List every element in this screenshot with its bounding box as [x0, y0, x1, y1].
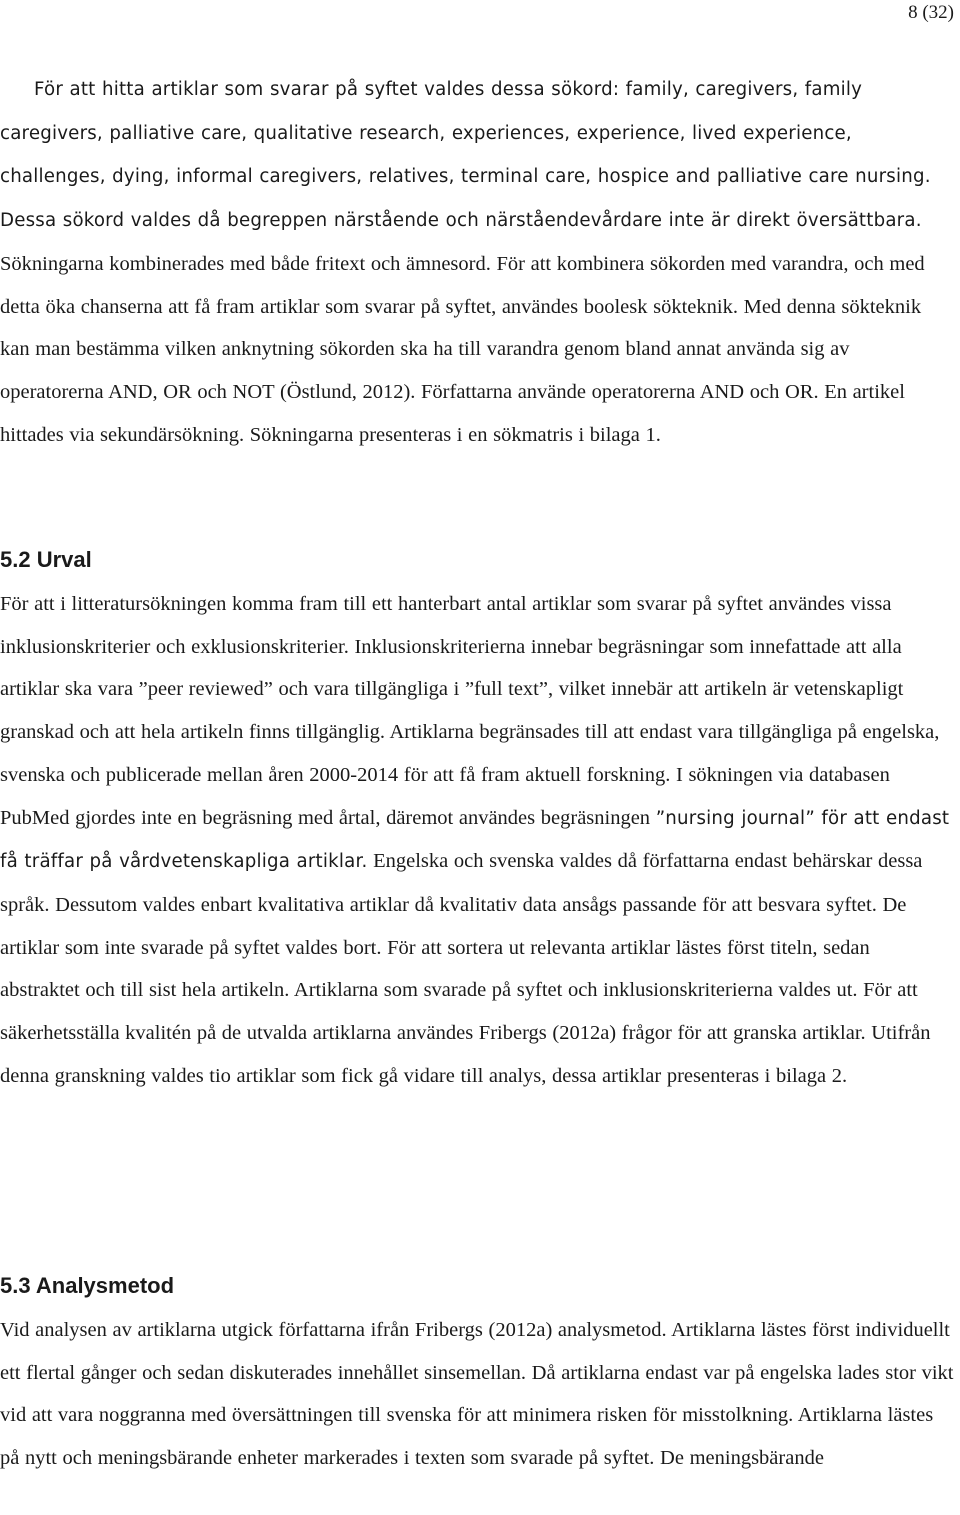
- analysmetod-paragraph: Vid analysen av artiklarna utgick författarna ifrån Fribergs (2012a) analysmetod. Artiklarna lästes först individuellt ett flertal gånger och sedan diskuterades innehållet sinsemellan. Då artiklarna endast var på engelska lades stor vikt vid att vara noggranna med översättningen till svenska för att minimera risken för misstolkning. Artiklarna lästes på nytt och meningsbärande enheter markerades i texten som svarade på syftet. De meningsbärande: [0, 1319, 954, 1470]
- urval-text-part-1: För att i litteratursökningen komma fram till ett hanterbart antal artiklar som svarar på syftet användes vissa inklusionskriterier och exklusionskriterier. Inklusionskriterierna innebar begräsningar som innefattade att alla artiklar ska vara ”peer reviewed” och vara tillgängliga i ”full text”, vilket innebär att artikeln är vetenskapligt granskad och att hela artikeln finns tillgänglig. Artiklarna begränsades till att endast vara tillgängliga på engelska, svenska och publicerade mellan åren 2000-2014 för att få fram aktuell forskning. I sökningen via databasen PubMed gjordes inte en begräsning med årtal, däremot användes begräsningen: [0, 593, 940, 829]
- search-method-paragraph: [0, 68, 955, 456]
- page-number: 8 (32): [908, 2, 954, 23]
- search-strategy-text: Sökningarna kombinerades med både fritext och ämnesord. För att kombinera sökorden med varandra, och med detta öka chanserna att få fram artiklar som svarar på syftet, användes boolesk sökteknik. Med denna sökteknik kan man bestämma vilken anknytning sökorden ska ha till varandra genom bland annat använda sig av operatorerna AND, OR och NOT (Östlund, 2012). Författarna använde operatorerna AND och OR. En artikel hittades via sekundärsökning. Sökningarna presenteras i en sökmatris i bilaga 1.: [0, 252, 925, 446]
- search-keywords-text: För att hitta artiklar som svarar på syftet valdes dessa sökord: family, caregivers, family caregivers, palliative care, qualitative research, experiences, experience, lived experience, challenges, dying, informal caregivers, relatives, terminal care, hospice and palliative care nursing. Dessa sökord valdes då begreppen närstående och närståendevårdare inte är direkt översättbara.: [0, 79, 931, 232]
- urval-journal-text: ”nursing journal” för att endast få träffar på vårdvetenskapliga artiklar.: [0, 807, 950, 873]
- urval-text-part-2: Engelska och svenska valdes då författarna endast behärskar dessa språk. Dessutom valdes enbart kvalitativa artiklar då kvalitativ data ansågs passande för att besvara syftet. De artiklar som inte svarade på syftet valdes bort. För att sortera ut relevanta artiklar lästes först titeln, sedan abstraktet och till sist hela artikeln. Artiklarna som svarade på syftet och inklusionskriterierna valdes ut. För att säkerhetsställa kvalitén på de utvalda artiklarna användes Fribergs (2012a) frågor för att granska artiklar. Utifrån denna granskning valdes tio artiklar som fick gå vidare till analys, dessa artiklar presenteras i bilaga 2.: [0, 850, 931, 1087]
- section-heading-analysmetod: 5.3 Analysmetod: [0, 1273, 175, 1298]
- section-heading-urval: 5.2 Urval: [0, 547, 92, 572]
- urval-paragraph: [0, 583, 955, 1097]
